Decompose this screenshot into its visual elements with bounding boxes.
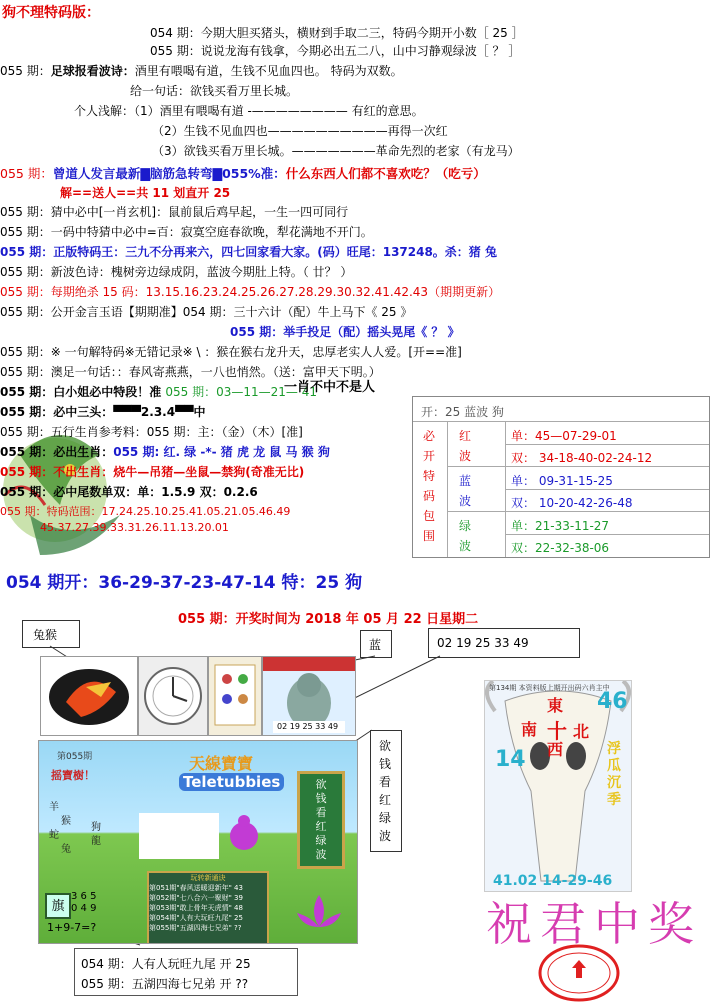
- poem-title: 足球报看波诗：: [50, 64, 135, 78]
- row-10: 055 期：必中三头：▀▀▀2.3.4▀▀中: [0, 405, 206, 419]
- row-11: 055 期：五行生肖参考料：055 期：主：（金）（木）[准]: [0, 425, 303, 439]
- row-6b: 055 期：举手投足（配）摇头晃尾《 ？ 》: [230, 325, 460, 339]
- period-label: 055 期：: [0, 64, 51, 78]
- skull-north: 東: [547, 696, 564, 715]
- row-15: 055 期：特码范围：17.24.25.10.25.41.05.21.05.46.49: [0, 505, 291, 518]
- row-6a: 055 期：公开金言玉语【期期准】054 期：三十六计（配）牛上马下《 25 》: [0, 305, 413, 319]
- side-6: 围: [423, 529, 436, 543]
- poster-char: 蛇: [49, 830, 59, 841]
- green-wave-label-2: 波: [459, 539, 472, 553]
- buddha-numbers: 02 19 25 33 49: [277, 722, 339, 731]
- red-wave-label-1: 红: [459, 429, 472, 443]
- row-9-label: 055 期：白小姐必中特段！准: [0, 385, 166, 399]
- bottom-list: [74, 948, 298, 996]
- poster-list: 玩转新通诀 第051期"春风送暖迎新年" 43 第052期"七八合六一聚财" 39 第053期"敢上骨年天虎情" 48 第054期"人有大玩旺九尾" 25 第055期"五湖四海七兄弟" ??: [147, 871, 269, 944]
- blue-even: 双： 10-20-42-26-48: [511, 496, 633, 510]
- riddle-question: 什么东西人们都不喜欢吃？（吃亏）: [285, 166, 486, 181]
- red-odd: 单：45—07-29-01: [511, 429, 617, 443]
- explanation-2: （2）生钱不见血四也——————————再得一次红: [152, 124, 448, 138]
- poster-subtitle: Teletubbies: [179, 773, 284, 791]
- result-054: 054 期开：36-29-37-23-47-14 特：25 狗: [6, 573, 363, 593]
- hint-line: 给一句话：欲钱买看万里长城。: [130, 84, 299, 98]
- row-2: 055 期：一码中特猜中必中=百：寂寞空庭春欲晚，犁花满地不开门。: [0, 225, 373, 239]
- poster-flag: 旗: [45, 893, 71, 919]
- row-16: 45.37.27.39.33.31.26.11.13.20.01: [40, 521, 229, 534]
- row-12-label: 055 期：必出生肖：: [0, 445, 114, 459]
- poster-char: 猴: [61, 816, 71, 827]
- row-7: 055 期：※ 一句解特码※无错记录※ \ ：猴在猴右龙升天，忠厚老实人人爱。[开==准]: [0, 345, 462, 359]
- skull-phrase: 浮瓜沉季: [607, 741, 621, 808]
- riddle-title: 曾道人发言最新▇脑筋急转弯▇055%准：: [52, 166, 286, 181]
- row-9-nums: 055 期：03—11—21— 41: [165, 385, 318, 399]
- bottom-row-1: 054 期：人有人玩旺九尾 开 25: [81, 957, 251, 971]
- skull-south: 南: [521, 720, 538, 739]
- row-9-slogan: 一肖不中不是人: [284, 380, 376, 395]
- poster-char: 龍: [91, 836, 101, 847]
- row-4: 055 期：新波色诗：槐树旁边绿成阴，蓝波今期肚上特。（ 廿？ ）: [0, 265, 353, 279]
- callout-tuhou: 兔猴: [22, 620, 80, 648]
- row-1: 055 期：猜中必中[一肖玄机]：鼠前鼠后鸡早起，一生一四可同行: [0, 205, 349, 219]
- row-5: 055 期：每期绝杀 15 码：13.15.16.23.24.25.26.27.28.29.30.32.41.42.43（期期更新）: [0, 285, 501, 299]
- row-14: 055 期：必中尾数单双：单：1.5.9 双：0.2.6: [0, 485, 258, 499]
- side-5: 包: [423, 509, 436, 523]
- row-13: 055 期：不出生肖：烧牛—吊猪—坐鼠—禁狗(奇准无比): [0, 465, 305, 479]
- poster-issue: 第055期: [57, 752, 93, 762]
- riddle-answer: 解==送人==共 11 划直开 25: [60, 186, 231, 200]
- red-even: 双： 34-18-40-02-24-12: [511, 451, 653, 465]
- callout-lan: 蓝: [360, 630, 392, 658]
- green-odd: 单：21-33-11-27: [511, 519, 610, 533]
- poster-board: 欲钱看红绿波: [297, 771, 345, 869]
- green-wave-label-1: 绿: [459, 519, 472, 533]
- poster-char: 狗: [91, 822, 101, 833]
- poster-title: 天線寶寶: [189, 754, 254, 773]
- page-title: 狗不理特码版：: [2, 5, 100, 21]
- skull-number-46: 46: [597, 689, 628, 714]
- skull-bottom-nums: 41.02 14-29-46: [493, 873, 613, 889]
- stamp: [538, 944, 620, 1002]
- poem-text: 酒里有喂喝有道，生钱不见血四也。 特码为双数。: [134, 64, 403, 78]
- side-2: 开: [423, 449, 436, 463]
- poster-blank-panel: [139, 813, 219, 859]
- row-12-text: 055 期: 红. 绿 -*- 猪 虎 龙 鼠 马 猴 狗: [113, 445, 330, 459]
- clock-picture: [138, 656, 208, 736]
- skull-east: 北: [573, 722, 590, 741]
- buddha-picture: [262, 656, 356, 736]
- teletubbies-poster: [38, 740, 358, 944]
- zodiac-picture: [208, 656, 262, 736]
- green-even: 双：22-32-38-06: [511, 541, 610, 555]
- row-8: 055 期：澳足一句话：：春风寄燕燕，一八也悄然。（送：富甲天下明。）: [0, 365, 381, 379]
- poster-shake: 摇寶樹！: [51, 769, 95, 782]
- lotus-icon: [289, 891, 349, 935]
- line-054: 054 期：今期大胆买猪头，横财到手取二三，特码今期开小数［ 25 ］: [150, 26, 524, 40]
- poster-equation: 1+9-7=?: [47, 921, 97, 934]
- blue-wave-label-1: 蓝: [459, 474, 472, 488]
- explanation-1: 个人浅解：（1）酒里有喂喝有道 -———————— 有红的意思。: [74, 104, 424, 118]
- explanation-3: （3）欲钱买看万里长城。———————革命先烈的老家（有龙马）: [152, 144, 520, 158]
- blue-odd: 单： 09-31-15-25: [511, 474, 613, 488]
- callout-numbers: 02 19 25 33 49: [428, 628, 580, 658]
- poster-flag-nums: 3 6 5 0 4 9: [71, 891, 97, 914]
- skull-caption: 第134期 本资料版上期开出码六肖主中: [489, 684, 610, 692]
- bottom-row-2: 055 期：五湖四海七兄弟 开 ??: [81, 977, 249, 991]
- period-label: 055 期：: [0, 166, 53, 181]
- poster-char: 羊: [49, 802, 59, 813]
- blue-wave-label-2: 波: [459, 494, 472, 508]
- line-055-a: 055 期：说说龙海有钱拿，今期必出五二八，山中习静观绿波［ ？ ］: [150, 44, 521, 58]
- callout-vertical: 欲 钱 看 红 绿 波: [370, 730, 402, 852]
- skull-west: 西: [547, 740, 564, 759]
- side-4: 码: [423, 489, 436, 503]
- skull-picture: 第134期 本资料版上期开出码六肖主中 東 南 十 北 西 46 14 浮瓜沉季 41.02 14-29-46: [484, 680, 632, 892]
- poster-char: 兔: [61, 844, 71, 855]
- tiger-picture: [40, 656, 138, 736]
- slogan: 祝君中奖: [486, 897, 702, 951]
- row-3: 055 期：正版特码王：三九不分再来六，四七回家看大家。(码）旺尾：137248。杀：猪 兔: [0, 245, 497, 259]
- wave-table-head: 开：25 蓝波 狗: [421, 405, 504, 419]
- red-wave-label-2: 波: [459, 449, 472, 463]
- side-1: 必: [423, 429, 436, 443]
- side-3: 特: [423, 469, 436, 483]
- draw-time: 055 期：开奖时间为 2018 年 05 月 22 日星期二: [178, 612, 479, 627]
- skull-number-14: 14: [495, 747, 526, 772]
